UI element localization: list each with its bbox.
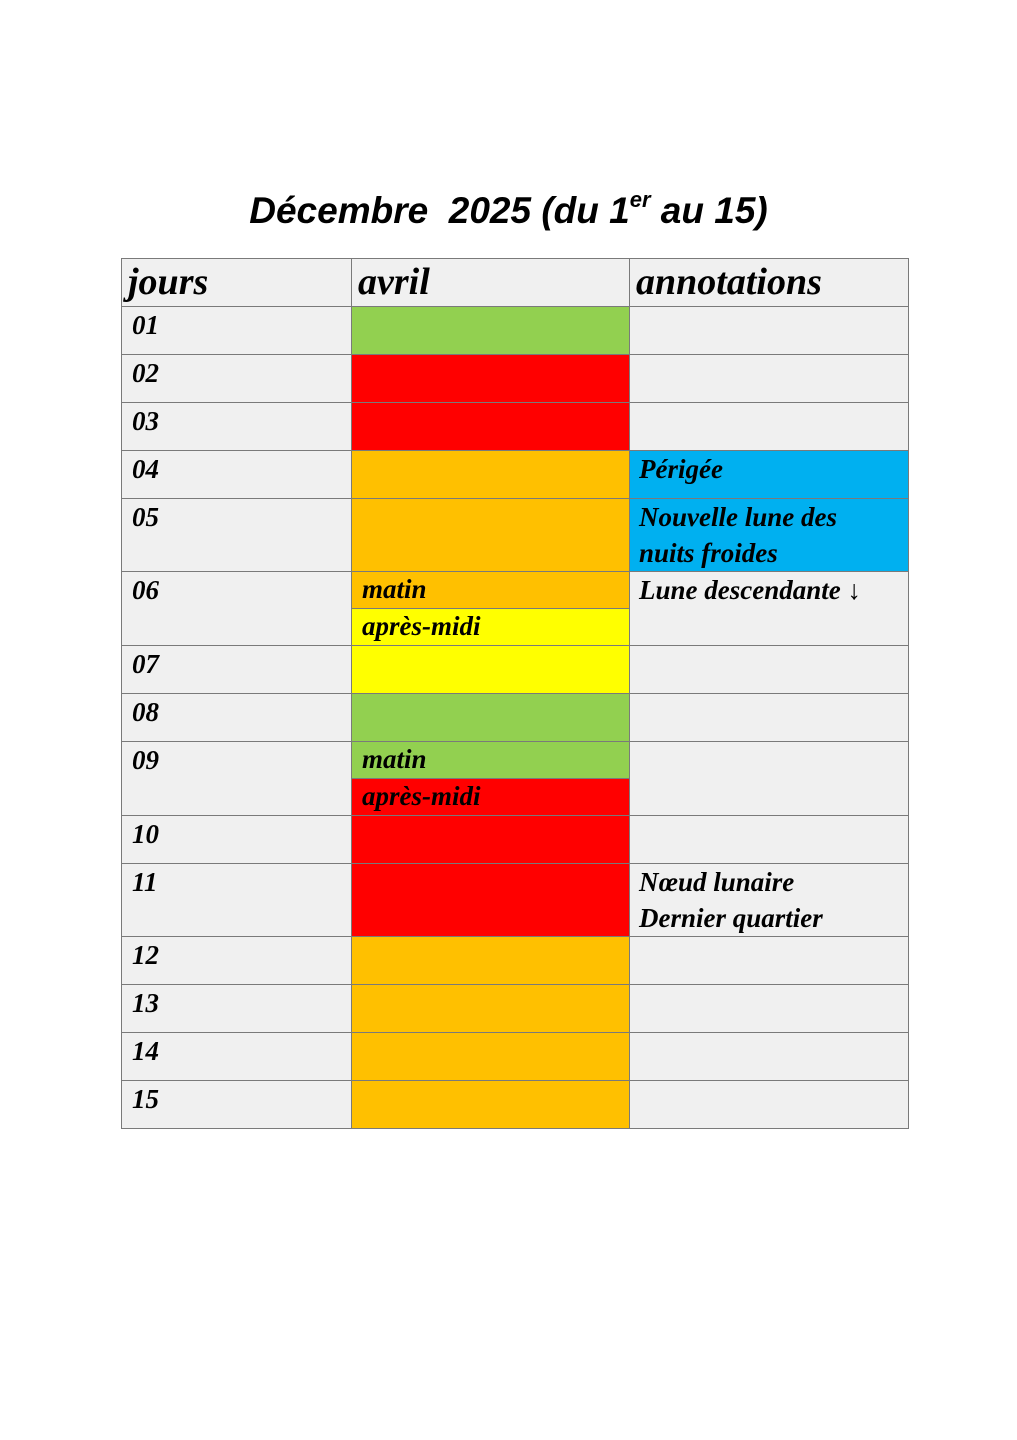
table-row <box>122 864 909 937</box>
annotation-cell <box>630 355 909 403</box>
annotation-cell <box>630 985 909 1033</box>
page-title <box>0 187 1017 232</box>
status-cell <box>352 864 630 937</box>
day-cell: 14 <box>122 1033 352 1081</box>
annotation-cell <box>630 937 909 985</box>
calendar-table <box>121 258 909 1129</box>
status-cell <box>352 403 630 451</box>
annotation-line: Nouvelle lune des <box>639 502 837 532</box>
annotation-cell <box>630 307 909 355</box>
annotation-line: Dernier quartier <box>639 903 823 933</box>
day-cell: 05 <box>122 499 352 572</box>
status-cell <box>352 307 630 355</box>
table-row <box>122 451 909 499</box>
calendar-body <box>122 307 909 1129</box>
status-apres-midi: après-midi <box>352 609 629 645</box>
day-cell: 01 <box>122 307 352 355</box>
day-cell: 13 <box>122 985 352 1033</box>
day-cell: 11 <box>122 864 352 937</box>
status-cell <box>352 816 630 864</box>
annotation-line: nuits froides <box>639 538 778 568</box>
annotation-cell <box>630 1081 909 1129</box>
day-cell: 10 <box>122 816 352 864</box>
status-cell <box>352 451 630 499</box>
table-row <box>122 646 909 694</box>
table-row <box>122 403 909 451</box>
table-row <box>122 499 909 572</box>
status-apres-midi: après-midi <box>352 779 629 815</box>
table-row <box>122 816 909 864</box>
annotation-cell <box>630 403 909 451</box>
status-cell <box>352 572 630 646</box>
header-annotations: annotations <box>630 259 909 307</box>
table-row <box>122 307 909 355</box>
annotation-cell <box>630 816 909 864</box>
day-cell: 09 <box>122 742 352 816</box>
table-row <box>122 1033 909 1081</box>
table-row <box>122 572 909 646</box>
day-cell: 04 <box>122 451 352 499</box>
annotation-cell <box>630 499 909 572</box>
table-row <box>122 694 909 742</box>
day-cell: 12 <box>122 937 352 985</box>
table-row <box>122 355 909 403</box>
status-cell <box>352 694 630 742</box>
annotation-cell <box>630 572 909 646</box>
table-row <box>122 937 909 985</box>
annotation-cell <box>630 694 909 742</box>
annotation-cell <box>630 451 909 499</box>
title-suffix: au 15) <box>650 190 768 231</box>
annotation-line: Nœud lunaire <box>639 867 795 897</box>
table-row <box>122 1081 909 1129</box>
status-matin: matin <box>352 572 629 609</box>
annotation-cell <box>630 646 909 694</box>
status-cell <box>352 937 630 985</box>
day-cell: 02 <box>122 355 352 403</box>
title-superscript: er <box>629 187 651 212</box>
status-cell <box>352 1081 630 1129</box>
header-avril: avril <box>352 259 630 307</box>
annotation-cell <box>630 864 909 937</box>
day-cell: 07 <box>122 646 352 694</box>
status-cell <box>352 985 630 1033</box>
day-cell: 15 <box>122 1081 352 1129</box>
table-row <box>122 742 909 816</box>
status-cell <box>352 742 630 816</box>
status-cell <box>352 1033 630 1081</box>
status-cell <box>352 355 630 403</box>
status-cell <box>352 499 630 572</box>
status-matin: matin <box>352 742 629 779</box>
table-row <box>122 985 909 1033</box>
annotation-cell <box>630 742 909 816</box>
annotation-line: Périgée <box>639 454 723 484</box>
day-cell: 08 <box>122 694 352 742</box>
header-jours: jours <box>122 259 352 307</box>
status-cell <box>352 646 630 694</box>
header-row <box>122 259 909 307</box>
day-cell: 06 <box>122 572 352 646</box>
annotation-line: Lune descendante ↓ <box>639 575 861 605</box>
title-prefix: Décembre 2025 (du 1 <box>249 190 630 231</box>
annotation-cell <box>630 1033 909 1081</box>
day-cell: 03 <box>122 403 352 451</box>
